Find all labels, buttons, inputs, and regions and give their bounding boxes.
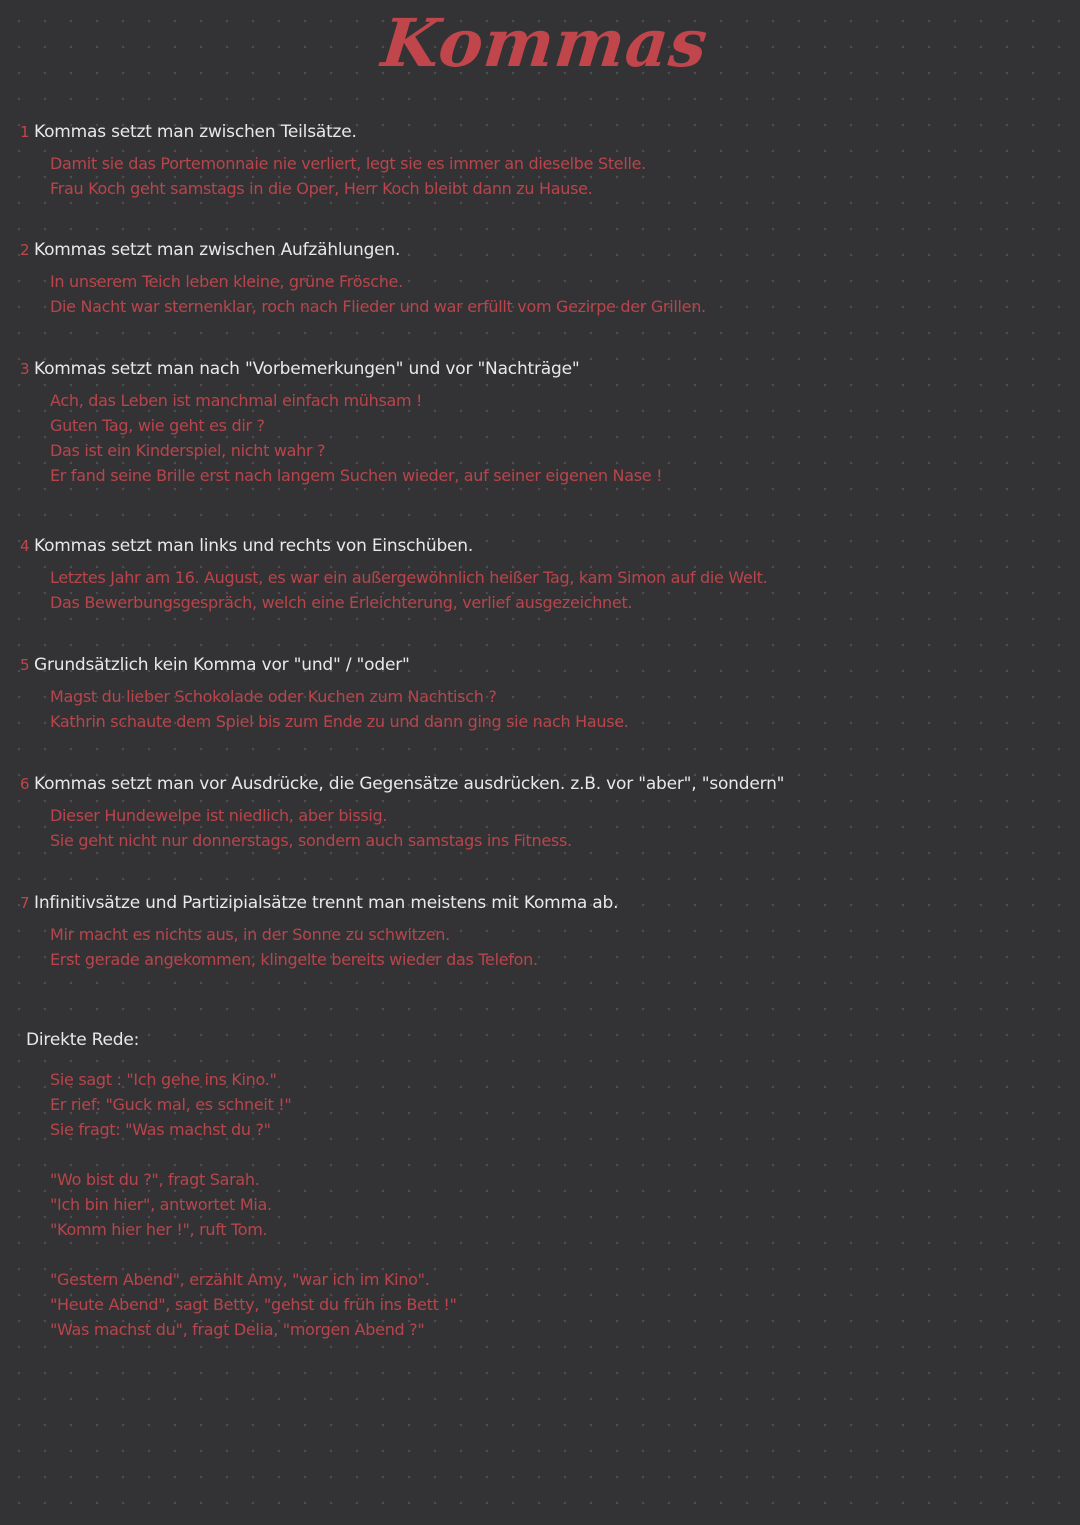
rule-text: Infinitivsätze und Partizipialsätze trennt man meistens mit Komma ab. (34, 893, 619, 913)
example-line: "Heute Abend", sagt Betty, "gehst du früh ins Bett !" (50, 1295, 457, 1314)
example-line: Die Nacht war sternenklar, roch nach Flieder und war erfüllt vom Gezirpe der Grillen. (50, 297, 706, 316)
rule-number: 3 (20, 360, 30, 378)
example-line: Er rief: "Guck mal, es schneit !" (50, 1095, 292, 1114)
rule-examples (20, 151, 680, 201)
rule-examples (20, 565, 768, 615)
rule-heading (20, 774, 785, 794)
direct-speech-heading: Direkte Rede: (26, 1030, 140, 1050)
example-line: Frau Koch geht samstags in die Oper, Herr Koch bleibt dann zu Hause. (50, 179, 593, 198)
rule-heading (20, 359, 680, 379)
direct-speech-groups (26, 1067, 457, 1342)
example-line: Sie sagt : "Ich gehe ins Kino." (50, 1070, 277, 1089)
example-line: "Was machst du", fragt Delia, "morgen Abend ?" (50, 1320, 425, 1339)
rule-examples (20, 684, 680, 734)
rule-number: 5 (20, 656, 30, 674)
rule-examples (20, 388, 680, 488)
example-line: Magst du lieber Schokolade oder Kuchen zum Nachtisch ? (50, 687, 497, 706)
rule-1 (20, 122, 680, 201)
rule-examples (20, 803, 680, 853)
rule-number: 1 (20, 123, 30, 141)
rule-6 (20, 774, 785, 853)
rule-heading (20, 655, 680, 675)
example-line: Kathrin schaute dem Spiel bis zum Ende zu und dann ging sie nach Hause. (50, 712, 629, 731)
example-line: "Komm hier her !", ruft Tom. (50, 1220, 268, 1239)
rule-examples (20, 922, 680, 972)
example-line: In unserem Teich leben kleine, grüne Frösche. (50, 272, 403, 291)
rule-number: 7 (20, 894, 30, 912)
example-line: Erst gerade angekommen, klingelte bereits wieder das Telefon. (50, 950, 538, 969)
example-line: Mir macht es nichts aus, in der Sonne zu schwitzen. (50, 925, 450, 944)
example-line: Das ist ein Kinderspiel, nicht wahr ? (50, 441, 326, 460)
rule-heading (20, 893, 680, 913)
example-line: Letztes Jahr am 16. August, es war ein außergewöhnlich heißer Tag, kam Simon auf die Welt. (50, 568, 768, 587)
direct-speech-section (26, 1030, 457, 1367)
rule-examples (20, 269, 706, 319)
example-line: "Ich bin hier", antwortet Mia. (50, 1195, 272, 1214)
direct-speech-group (50, 1067, 457, 1142)
example-line: Ach, das Leben ist manchmal einfach mühsam ! (50, 391, 423, 410)
rule-text: Kommas setzt man vor Ausdrücke, die Gegensätze ausdrücken. z.B. vor "aber", "sondern" (34, 774, 785, 794)
rule-number: 6 (20, 775, 30, 793)
rule-text: Kommas setzt man zwischen Teilsätze. (34, 122, 357, 142)
example-line: "Gestern Abend", erzählt Amy, "war ich im Kino". (50, 1270, 430, 1289)
rule-5 (20, 655, 680, 734)
example-line: Damit sie das Portemonnaie nie verliert, legt sie es immer an dieselbe Stelle. (50, 154, 646, 173)
example-line: Dieser Hundewelpe ist niedlich, aber bissig. (50, 806, 388, 825)
direct-speech-group (50, 1167, 457, 1242)
rule-2 (20, 240, 706, 319)
rule-text: Kommas setzt man links und rechts von Einschüben. (34, 536, 474, 556)
rule-7 (20, 893, 680, 972)
example-line: Sie fragt: "Was machst du ?" (50, 1120, 271, 1139)
rule-heading (20, 536, 680, 556)
rule-number: 2 (20, 241, 30, 259)
page-title: Kommas (378, 4, 712, 82)
rule-heading (20, 240, 680, 260)
example-line: "Wo bist du ?", fragt Sarah. (50, 1170, 260, 1189)
example-line: Das Bewerbungsgespräch, welch eine Erleichterung, verlief ausgezeichnet. (50, 593, 633, 612)
example-line: Guten Tag, wie geht es dir ? (50, 416, 265, 435)
rule-heading (20, 122, 680, 142)
rule-text: Grundsätzlich kein Komma vor "und" / "oder" (34, 655, 410, 675)
example-line: Sie geht nicht nur donnerstags, sondern auch samstags ins Fitness. (50, 831, 572, 850)
rule-number: 4 (20, 537, 30, 555)
rule-3 (20, 359, 680, 488)
rule-text: Kommas setzt man zwischen Aufzählungen. (34, 240, 401, 260)
direct-speech-group (50, 1267, 457, 1342)
example-line: Er fand seine Brille erst nach langem Suchen wieder, auf seiner eigenen Nase ! (50, 466, 663, 485)
rule-4 (20, 536, 768, 615)
rule-text: Kommas setzt man nach "Vorbemerkungen" und vor "Nachträge" (34, 359, 580, 379)
